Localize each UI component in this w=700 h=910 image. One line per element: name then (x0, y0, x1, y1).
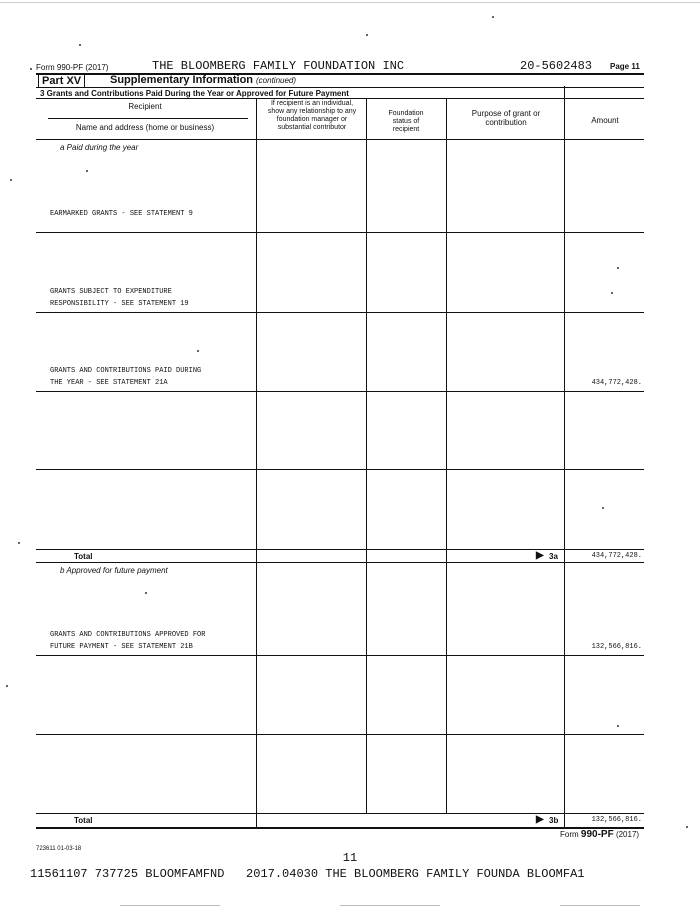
grant-row-1-text: EARMARKED GRANTS - SEE STATEMENT 9 (50, 210, 193, 218)
scan-speck (492, 16, 494, 18)
col-divider-2 (366, 98, 367, 813)
scan-edge-line (560, 905, 640, 906)
row-divider (36, 734, 644, 735)
page-number: 11 (342, 851, 358, 865)
col-divider-4 (564, 86, 565, 828)
row-divider (36, 655, 644, 656)
scan-edge-line (120, 905, 220, 906)
grant-row-3-line-1: GRANTS AND CONTRIBUTIONS PAID DURING (50, 367, 202, 375)
col-header-name-address: Name and address (home or business) (75, 123, 215, 132)
total-b-bottom-rule (36, 827, 644, 829)
scan-speck (10, 179, 12, 181)
row-divider (36, 312, 644, 313)
total-b-line-number: 3b (549, 816, 559, 825)
total-b-label: Total (74, 816, 93, 825)
footer-form-prefix: Form (560, 830, 579, 839)
footer-code: 723611 01-03-18 (36, 846, 82, 852)
total-a-top-rule (36, 549, 644, 550)
row-divider (36, 232, 644, 233)
scan-speck (86, 170, 88, 172)
scan-speck (366, 34, 368, 36)
scan-speck (617, 725, 619, 727)
grant-row-2-line-2: RESPONSIBILITY - SEE STATEMENT 19 (50, 300, 189, 308)
scan-speck (30, 68, 32, 70)
part-title: Supplementary Information (110, 74, 254, 86)
section-title: 3 Grants and Contributions Paid During the Year or Approved for Future Payment (40, 89, 349, 98)
header-bottom-rule (36, 139, 644, 140)
col-divider-3 (446, 98, 447, 813)
total-a-line-number: 3a (549, 552, 558, 561)
scan-speck (18, 542, 20, 544)
col-header-foundation-status: Foundation status of recipient (388, 110, 424, 133)
scan-speck (6, 685, 8, 687)
col-header-recipient: Recipient (128, 102, 162, 111)
grant-row-3-line-2: THE YEAR - SEE STATEMENT 21A (50, 379, 168, 387)
total-b-top-rule (36, 813, 644, 814)
batch-line: 11561107 737725 BLOOMFAMFND 2017.04030 THE BLOOMBERG FAMILY FOUNDA BLOOMFA1 (30, 867, 585, 881)
col-divider-1 (256, 98, 257, 828)
total-a-label: Total (74, 552, 93, 561)
footer-form-label (560, 829, 639, 840)
grant-row-3-amount: 434,772,428. (591, 379, 642, 387)
part-title-suffix: (continued) (256, 76, 297, 85)
grant-row-2-line-1: GRANTS SUBJECT TO EXPENDITURE (50, 288, 172, 296)
form-id: Form 990-PF (2017) (36, 63, 109, 72)
total-a-amount: 434,772,428. (591, 552, 642, 560)
total-a-bottom-rule (36, 562, 644, 563)
ein: 20-5602483 (520, 59, 593, 73)
part-rule (36, 87, 644, 88)
scan-speck (617, 267, 619, 269)
scan-speck (145, 592, 147, 594)
col-header-purpose: Purpose of grant or contribution (471, 109, 541, 127)
row-divider (36, 469, 644, 470)
future-grant-line-1: GRANTS AND CONTRIBUTIONS APPROVED FOR (50, 631, 206, 639)
section-b-label: b Approved for future payment (60, 566, 168, 575)
total-b-amount: 132,566,816. (591, 816, 642, 824)
section-a-label: a Paid during the year (60, 143, 139, 152)
scan-speck (602, 507, 604, 509)
scan-speck (197, 350, 199, 352)
footer-form-name: 990-PF (580, 829, 614, 840)
organization-name: THE BLOOMBERG FAMILY FOUNDATION INC (152, 59, 405, 73)
scan-speck (686, 826, 688, 828)
section-rule (36, 98, 644, 99)
footer-form-year: (2017) (615, 830, 640, 839)
total-a-arrow-icon: ▶ (536, 550, 544, 561)
scan-edge-line (0, 2, 700, 3)
row-divider (36, 391, 644, 392)
scan-speck (79, 44, 81, 46)
scan-edge-line (340, 905, 440, 906)
page-label: Page 11 (610, 62, 640, 71)
col-header-amount: Amount (591, 116, 619, 125)
recipient-underline (48, 118, 248, 119)
future-grant-line-2: FUTURE PAYMENT - SEE STATEMENT 21B (50, 643, 193, 651)
scan-speck (611, 292, 613, 294)
total-b-arrow-icon: ▶ (536, 814, 544, 825)
future-grant-amount: 132,566,816. (591, 643, 642, 651)
col-header-relationship: If recipient is an individual, show any relationship to any foundation manager or substantial contributor (267, 100, 357, 131)
part-label: Part XV (38, 74, 85, 88)
